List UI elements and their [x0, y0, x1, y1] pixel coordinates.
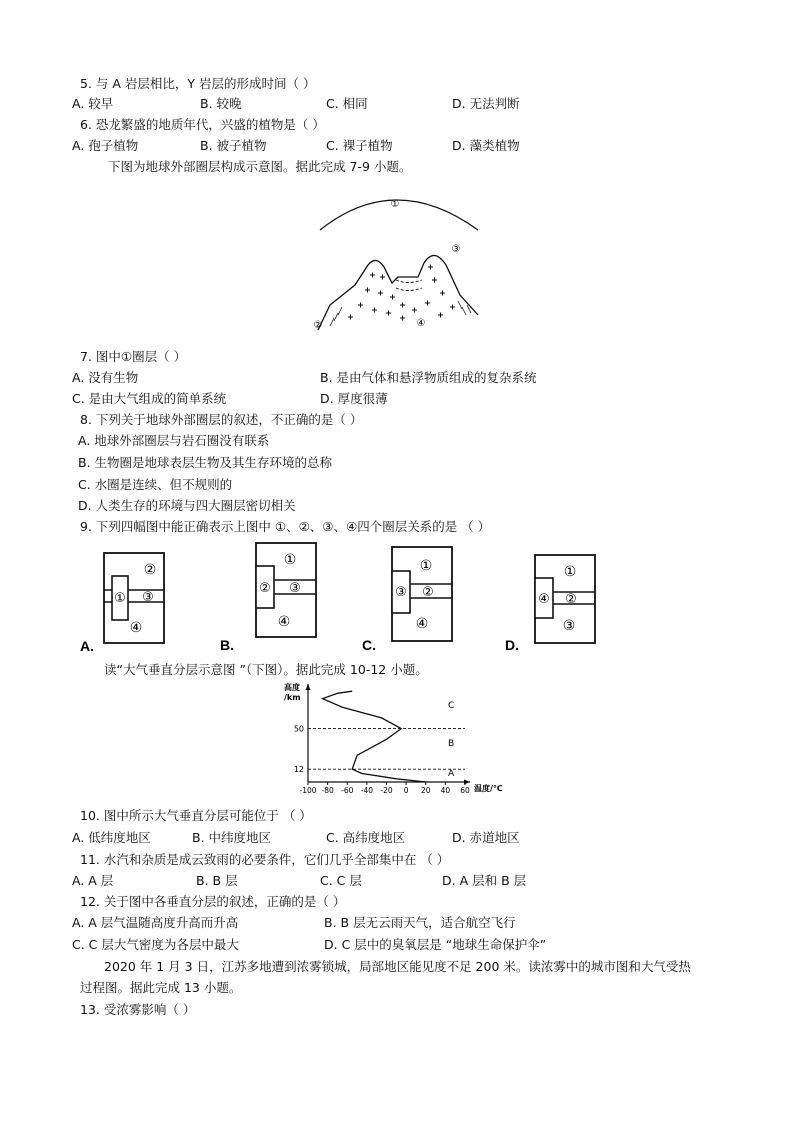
- q9-b-top: ①: [283, 552, 297, 568]
- q9-diagram-c: [360, 546, 460, 654]
- q12-option-b: B. B 层无云雨天气，适合航空飞行: [324, 915, 516, 930]
- layer-label-b: B: [448, 739, 455, 749]
- question-7-stem: 7. 图中①圈层（ ）: [80, 349, 187, 364]
- q9-a-mid: ③: [142, 590, 154, 605]
- q9-b-side: ②: [259, 581, 271, 596]
- q9-c-mid: ②: [422, 585, 434, 600]
- question-8-stem: 8. 下列关于地球外部圈层的叙述，不正确的是（ ）: [80, 412, 363, 427]
- q9-diagram-b: [220, 542, 330, 652]
- y-tick-12: 12: [293, 765, 304, 775]
- intro-7-9: 下图为地球外部圈层构成示意图。据此完成 7-9 小题。: [108, 159, 412, 174]
- q9-c-letter: C.: [362, 637, 376, 653]
- q10-option-a: A. 低纬度地区: [72, 830, 151, 845]
- y-axis-label: 高度/km: [284, 683, 301, 702]
- q10-option-b: B. 中纬度地区: [192, 830, 272, 845]
- atmosphere-layers-chart: [280, 680, 520, 800]
- q9-diagram-a: [80, 552, 170, 652]
- q12-option-c: C. C 层大气密度为各层中最大: [72, 937, 239, 952]
- x-tick-label: 20: [420, 786, 431, 795]
- q9-a-letter: A.: [80, 638, 94, 654]
- q9-c-side: ③: [395, 585, 407, 600]
- q9-d-letter: D.: [505, 637, 519, 653]
- q9-d-side: ④: [538, 592, 550, 607]
- question-11-stem: 11. 水汽和杂质是成云致雨的必要条件，它们几乎全部集中在 （ ）: [80, 852, 450, 867]
- x-tick-label: 0: [403, 786, 409, 795]
- q5-option-b: B. 较晚: [200, 96, 242, 111]
- intro-13-line-2: 过程图。据此完成 13 小题。: [80, 980, 242, 995]
- q9-c-bottom: ④: [415, 616, 429, 632]
- question-6-stem: 6. 恐龙繁盛的地质年代，兴盛的植物是（ ）: [80, 117, 325, 132]
- q12-option-d: D. C 层中的臭氧层是 “地球生命保护伞”: [324, 937, 547, 952]
- q9-b-letter: B.: [220, 637, 234, 653]
- q6-option-b: B. 被子植物: [200, 138, 267, 153]
- outer-spheres-figure: [300, 185, 500, 340]
- q9-d-bottom: ③: [562, 618, 576, 634]
- q8-option-b: B. 生物圈是地球表层生物及其生存环境的总称: [78, 455, 333, 470]
- x-tick-label: -40: [360, 786, 373, 795]
- q12-option-a: A. A 层气温随高度升高而升高: [72, 915, 239, 930]
- q8-option-d: D. 人类生存的环境与四大圈层密切相关: [78, 498, 296, 513]
- q9-a-bottom: ④: [129, 620, 143, 636]
- q9-a-side: ①: [114, 591, 126, 606]
- q6-option-a: A. 孢子植物: [72, 138, 139, 153]
- q7-option-c: C. 是由大气组成的简单系统: [72, 391, 227, 406]
- q9-a-top: ②: [143, 562, 157, 578]
- q9-b-bottom: ④: [277, 614, 291, 630]
- q6-option-d: D. 藻类植物: [452, 138, 520, 153]
- q9-c-top: ①: [419, 558, 433, 574]
- layer-label-c: C: [448, 701, 455, 711]
- q10-option-d: D. 赤道地区: [452, 830, 520, 845]
- q8-option-a: A. 地球外部圈层与岩石圈没有联系: [78, 433, 270, 448]
- q8-option-c: C. 水圈是连续、但不规则的: [78, 477, 233, 492]
- intro-10-12: 读“大气垂直分层示意图 ”（下图）。据此完成 10-12 小题。: [104, 662, 428, 677]
- x-tick-label: 60: [460, 786, 470, 795]
- q5-option-c: C. 相同: [326, 96, 368, 111]
- q11-option-d: D. A 层和 B 层: [442, 873, 527, 888]
- sphere-label-3: ③: [451, 244, 461, 255]
- q5-option-a: A. 较早: [72, 96, 114, 111]
- sphere-label-4: ④: [416, 318, 426, 329]
- q11-option-a: A. A 层: [72, 873, 114, 888]
- x-tick-label: 40: [440, 786, 451, 795]
- x-axis-label: 温度/℃: [474, 784, 503, 793]
- q7-option-a: A. 没有生物: [72, 370, 139, 385]
- question-9-stem: 9. 下列四幅图中能正确表示上图中 ①、②、③、④四个圈层关系的是 （ ）: [80, 519, 491, 534]
- q9-d-mid: ②: [565, 592, 577, 607]
- temperature-curve: [323, 691, 426, 782]
- q7-option-d: D. 厚度很薄: [320, 391, 388, 406]
- q9-b-mid: ③: [289, 581, 301, 596]
- q5-option-d: D. 无法判断: [452, 96, 520, 111]
- question-12-stem: 12. 关于图中各垂直分层的叙述，正确的是（ ）: [80, 894, 346, 909]
- question-13-stem: 13. 受浓雾影响（ ）: [80, 1002, 196, 1017]
- q6-option-c: C. 裸子植物: [326, 138, 393, 153]
- q9-d-top: ①: [563, 564, 577, 580]
- question-5-stem: 5. 与 A 岩层相比，Y 岩层的形成时间（ ）: [80, 76, 316, 91]
- x-tick-label: -100: [299, 786, 317, 795]
- x-tick-label: -80: [321, 786, 334, 795]
- q11-option-c: C. C 层: [320, 873, 362, 888]
- q9-diagram-d: [505, 554, 605, 654]
- q7-option-b: B. 是由气体和悬浮物质组成的复杂系统: [320, 370, 537, 385]
- q10-option-c: C. 高纬度地区: [326, 830, 406, 845]
- sphere-label-2: ②: [313, 320, 323, 331]
- x-tick-label: -20: [380, 786, 393, 795]
- layer-label-a: A: [448, 769, 455, 779]
- q11-option-b: B. B 层: [196, 873, 238, 888]
- intro-13-line-1: 2020 年 1 月 3 日，江苏多地遭到浓雾锁城，局部地区能见度不足 200 米。读浓雾中的城市图和大气受热: [104, 959, 691, 974]
- x-tick-label: -60: [341, 786, 354, 795]
- y-tick-50: 50: [293, 724, 304, 734]
- sphere-label-1: ①: [390, 199, 400, 210]
- question-10-stem: 10. 图中所示大气垂直分层可能位于 （ ）: [80, 808, 312, 823]
